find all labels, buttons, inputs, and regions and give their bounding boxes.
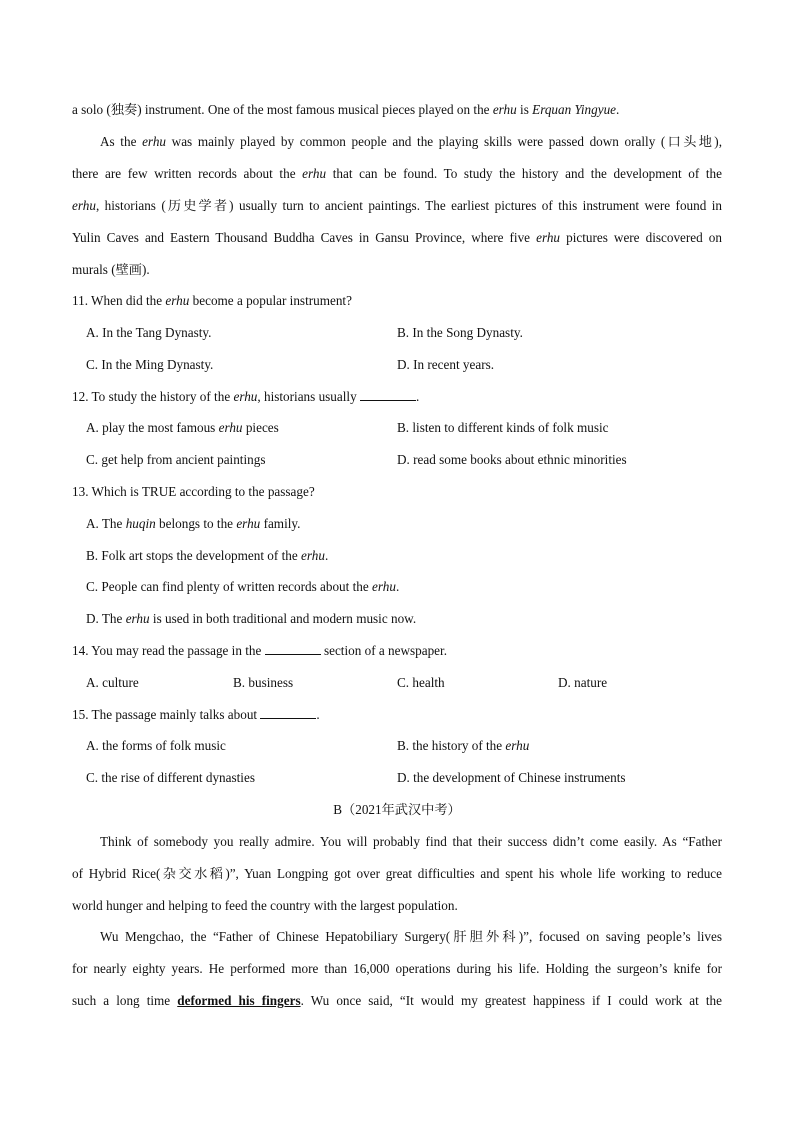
passage-b-line-2: of Hybrid Rice(杂交水稻)”, Yuan Longping got over great difficulties and spent his whole life working to reduce bbox=[72, 866, 722, 881]
passage-b-line-1: Think of somebody you really admire. You will probably find that their success didn’t come easily. As “Father bbox=[100, 834, 722, 849]
question-13-option-d: D. The erhu is used in both traditional and modern music now. bbox=[86, 611, 417, 626]
question-15-option-a: A. the forms of folk music bbox=[86, 738, 226, 753]
passage-a-line-2: there are few written records about the erhu that can be found. To study the history and the development of the bbox=[72, 166, 722, 181]
answer-blank bbox=[260, 706, 316, 719]
question-14-option-b: B. business bbox=[233, 675, 294, 690]
question-12-option-b: B. listen to different kinds of folk music bbox=[397, 420, 609, 435]
question-14-option-d: D. nature bbox=[558, 675, 608, 690]
passage-b-line-4: Wu Mengchao, the “Father of Chinese Hepatobiliary Surgery(肝胆外科)”, focused on saving people’s lives bbox=[100, 929, 722, 944]
passage-a-line-3: erhu, historians (历史学者) usually turn to ancient paintings. The earliest pictures of this instrument were found in bbox=[72, 198, 722, 213]
passage-b-line-6: such a long time deformed his fingers. Wu once said, “It would my greatest happiness if I could work at the bbox=[72, 993, 722, 1008]
question-11-option-d: D. In recent years. bbox=[397, 357, 495, 372]
question-12-stem: 12. To study the history of the erhu, historians usually . bbox=[72, 389, 420, 404]
passage-a-line-0: a solo (独奏) instrument. One of the most famous musical pieces played on the erhu is Erquan Yingyue. bbox=[72, 102, 620, 117]
question-15-option-c: C. the rise of different dynasties bbox=[86, 770, 255, 785]
passage-a-line-1: As the erhu was mainly played by common people and the playing skills were passed down orally (口头地), bbox=[100, 134, 722, 149]
question-11-option-b: B. In the Song Dynasty. bbox=[397, 325, 523, 340]
passage-b-line-3: world hunger and helping to feed the country with the largest population. bbox=[72, 898, 458, 913]
question-14-option-a: A. culture bbox=[86, 675, 139, 690]
question-12-option-a: A. play the most famous erhu pieces bbox=[86, 420, 279, 435]
passage-b-line-5: for nearly eighty years. He performed more than 16,000 operations during his life. Holding the surgeon’s knife for bbox=[72, 961, 722, 976]
section-heading: B（2021年武汉中考） bbox=[333, 802, 461, 817]
question-15-option-b: B. the history of the erhu bbox=[397, 738, 530, 753]
question-13-option-c: C. People can find plenty of written records about the erhu. bbox=[86, 579, 400, 594]
question-11-option-a: A. In the Tang Dynasty. bbox=[86, 325, 212, 340]
question-15-option-d: D. the development of Chinese instruments bbox=[397, 770, 626, 785]
answer-blank bbox=[360, 388, 416, 401]
question-15-stem: 15. The passage mainly talks about . bbox=[72, 707, 320, 722]
question-11-stem: 11. When did the erhu become a popular instrument? bbox=[72, 293, 352, 308]
question-13-option-b: B. Folk art stops the development of the erhu. bbox=[86, 548, 329, 563]
question-13-stem: 13. Which is TRUE according to the passage? bbox=[72, 484, 315, 499]
answer-blank bbox=[265, 642, 321, 655]
question-14-option-c: C. health bbox=[397, 675, 445, 690]
question-14-stem: 14. You may read the passage in the section of a newspaper. bbox=[72, 643, 447, 658]
underlined-phrase: deformed his fingers bbox=[177, 993, 301, 1008]
passage-a-line-5: murals (壁画). bbox=[72, 262, 150, 277]
question-12-option-d: D. read some books about ethnic minorities bbox=[397, 452, 627, 467]
question-13-option-a: A. The huqin belongs to the erhu family. bbox=[86, 516, 301, 531]
passage-a-line-4: Yulin Caves and Eastern Thousand Buddha Caves in Gansu Province, where five erhu pictures were discovered on bbox=[72, 230, 722, 245]
question-12-option-c: C. get help from ancient paintings bbox=[86, 452, 266, 467]
question-11-option-c: C. In the Ming Dynasty. bbox=[86, 357, 214, 372]
